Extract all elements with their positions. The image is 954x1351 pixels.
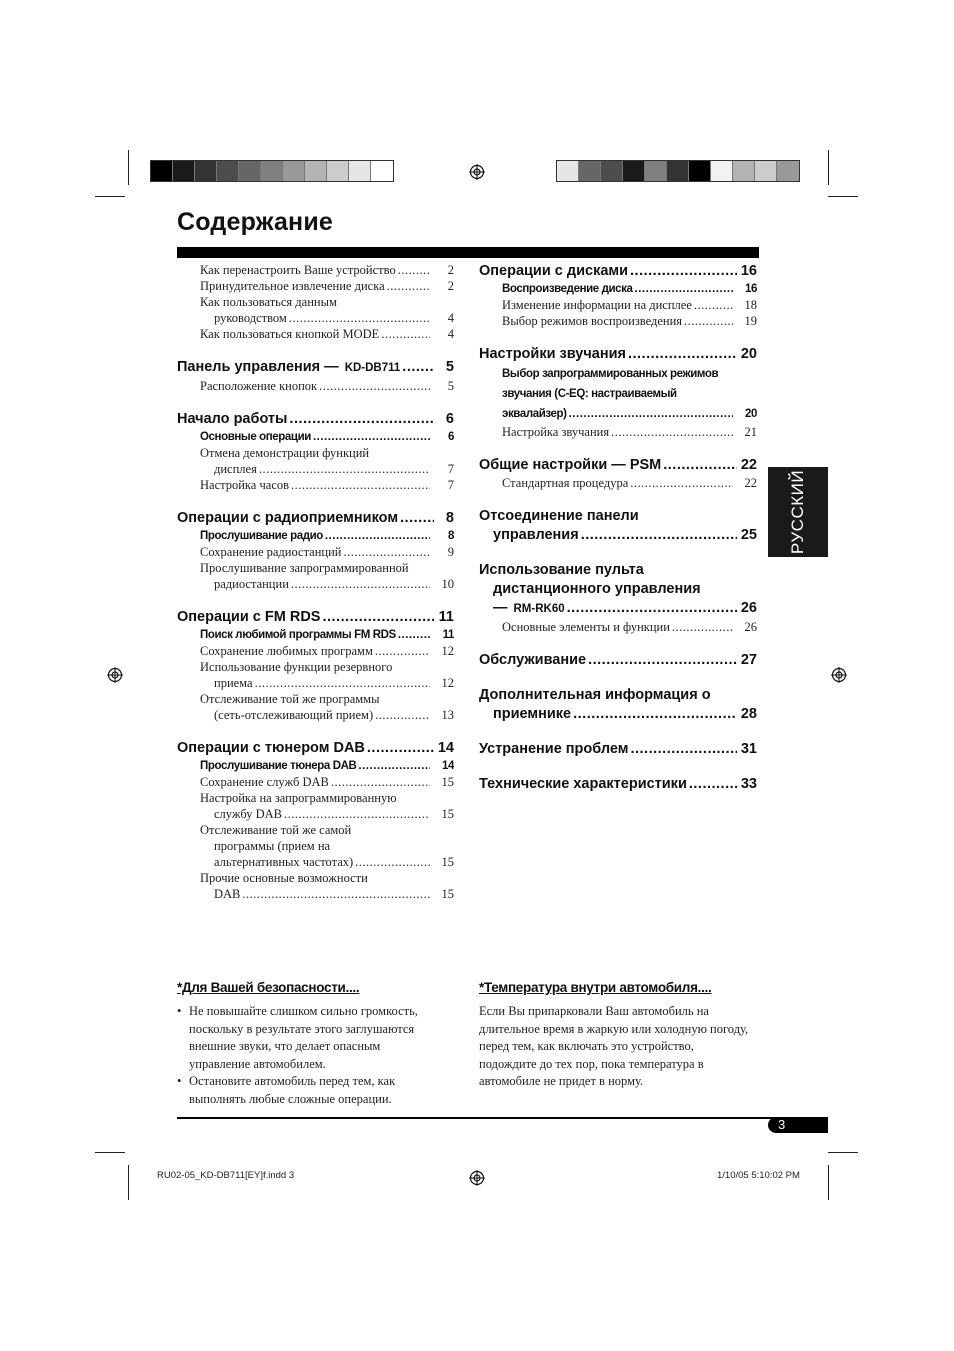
- toc-leader-dots: [672, 619, 733, 635]
- color-swatch: [689, 161, 711, 181]
- crop-mark: [828, 1165, 829, 1200]
- toc-page-number: 8: [445, 510, 454, 526]
- toc-leader-dots: [344, 544, 431, 560]
- toc-gap: [177, 493, 454, 509]
- toc-entry: [177, 758, 454, 774]
- toc-section: [177, 358, 454, 378]
- toc-entry-title: приема: [214, 676, 253, 690]
- toc-entry: [177, 445, 454, 461]
- toc-page-number: 5: [445, 359, 454, 375]
- file-slug: RU02-05_KD-DB711[EY]f.indd 3: [157, 1170, 295, 1181]
- toc-page-number: 12: [441, 644, 454, 658]
- toc-page-number: 10: [441, 577, 454, 591]
- toc-entry-title: Обслуживание: [479, 652, 587, 668]
- toc-entry: [177, 461, 454, 477]
- toc-leader-dots: [289, 410, 434, 429]
- toc-entry-title: Общие настройки — PSM: [479, 457, 662, 473]
- toc-page-number: 18: [744, 298, 757, 312]
- toc-page-number: 9: [447, 545, 454, 559]
- toc-leader-dots: [375, 707, 430, 723]
- toc-leader-dots: [259, 461, 430, 477]
- toc-section: [479, 456, 757, 475]
- toc-entry: [177, 278, 454, 294]
- color-swatch: [151, 161, 173, 181]
- toc-entry-title: Использование пульта: [479, 562, 644, 578]
- toc-entry-title: альтернативных частотах): [214, 855, 354, 869]
- title-rule: [177, 247, 759, 258]
- toc-page-number: 27: [740, 652, 757, 668]
- language-tab-label: РУССКИЙ: [788, 469, 807, 555]
- color-swatch: [261, 161, 283, 181]
- toc-entry-title: Панель управления —: [177, 359, 339, 375]
- crop-mark: [128, 150, 129, 185]
- toc-leader-dots: [381, 326, 430, 342]
- color-swatch: [195, 161, 217, 181]
- toc-leader-dots: [400, 509, 434, 528]
- toc-page-number: 26: [744, 620, 757, 634]
- crop-mark: [128, 1165, 129, 1200]
- toc-leader-dots: [398, 627, 430, 643]
- toc-leader-dots: [581, 526, 737, 545]
- toc-entry-title: программы (прием на: [214, 839, 331, 853]
- toc-entry-title: приемнике: [493, 706, 572, 722]
- toc-entry-title: Как пользоваться данным: [200, 295, 337, 309]
- color-swatch: [601, 161, 623, 181]
- toc-entry: [479, 384, 757, 404]
- color-swatch: [579, 161, 601, 181]
- safety-bullet: • Остановите автомобиль перед тем, как выполнять любые сложные операции.: [177, 1073, 442, 1108]
- toc-entry: [177, 886, 454, 902]
- toc-entry: [177, 544, 454, 560]
- toc-entry-title: эквалайзер): [502, 408, 567, 420]
- toc-entry-title: Как перенастроить Ваше устройство: [200, 263, 396, 277]
- color-swatch: [239, 161, 261, 181]
- toc-entry: [177, 429, 454, 445]
- footer-rule: [177, 1117, 827, 1119]
- toc-gap: [479, 670, 757, 686]
- toc-leader-dots: [635, 281, 734, 297]
- toc-section: [479, 686, 757, 705]
- toc-leader-dots: [398, 262, 430, 278]
- toc-entry: [479, 424, 757, 440]
- temperature-heading: *Температура внутри автомобиля....: [479, 980, 712, 995]
- toc-entry: [177, 477, 454, 493]
- toc-leader-dots: [387, 278, 430, 294]
- toc-page-number: 28: [740, 706, 757, 722]
- toc-leader-dots: [331, 774, 430, 790]
- toc-entry-title: (сеть-отслеживающий прием): [214, 708, 374, 722]
- toc-leader-dots: [289, 310, 430, 326]
- color-swatch: [557, 161, 579, 181]
- color-swatch: [755, 161, 777, 181]
- color-swatch: [623, 161, 645, 181]
- crop-mark: [95, 1152, 125, 1153]
- color-swatch: [283, 161, 305, 181]
- toc-entry: [177, 691, 454, 707]
- toc-entry-title: дисплея: [214, 462, 257, 476]
- toc-entry-title: Основные элементы и функции: [502, 620, 670, 634]
- toc-entry-title: Как пользоваться кнопкой MODE: [200, 327, 380, 341]
- toc-entry: [177, 310, 454, 326]
- toc-leader-dots: [325, 528, 430, 544]
- toc-section: [479, 561, 757, 580]
- toc-leader-dots: [291, 576, 430, 592]
- toc-entry: [479, 364, 757, 384]
- toc-section: [479, 651, 757, 670]
- toc-model-label: KD-DB711: [344, 362, 401, 374]
- toc-page-number: 2: [447, 279, 454, 293]
- toc-leader-dots: [402, 358, 434, 377]
- toc-entry: [479, 281, 757, 297]
- toc-leader-dots: [322, 608, 434, 627]
- toc-section: [177, 509, 454, 528]
- toc-gap: [479, 724, 757, 740]
- toc-page-number: 19: [744, 314, 757, 328]
- page-title: Содержание: [177, 208, 334, 236]
- toc-section: [479, 740, 757, 759]
- toc-page-number: 31: [740, 741, 757, 757]
- toc-entry-title: Принудительное извлечение диска: [200, 279, 385, 293]
- toc-page-number: 11: [438, 609, 454, 625]
- toc-entry-title: Поиск любимой программы FM RDS: [200, 629, 396, 641]
- toc-entry-title: Начало работы: [177, 411, 288, 427]
- color-swatch: [733, 161, 755, 181]
- toc-section: [177, 410, 454, 429]
- toc-section: [177, 608, 454, 627]
- toc-entry-title: Настройка звучания: [502, 425, 610, 439]
- crop-mark: [828, 196, 858, 197]
- toc-entry-title: Прослушивание запрограммированной: [200, 561, 409, 575]
- toc-entry-title: Выбор запрограммированных режимов: [502, 368, 719, 380]
- toc-entry: [479, 619, 757, 635]
- toc-entry: [177, 294, 454, 310]
- toc-entry: [177, 806, 454, 822]
- toc-entry-title: Прослушивание радио: [200, 530, 323, 542]
- color-swatch: [349, 161, 371, 181]
- toc-entry-title: Основные операции: [200, 431, 311, 443]
- registration-mark-icon: [107, 667, 123, 683]
- crop-mark: [95, 196, 125, 197]
- toc-entry-title: Сохранение служб DAB: [200, 775, 329, 789]
- toc-entry-title: Операции с радиоприемником: [177, 510, 399, 526]
- toc-gap: [177, 394, 454, 410]
- toc-page-number: 22: [744, 476, 757, 490]
- toc-entry: [177, 838, 454, 854]
- toc-entry-title: Устранение проблем: [479, 741, 629, 757]
- toc-entry-title: Отслеживание той же программы: [200, 692, 380, 706]
- toc-gap: [177, 592, 454, 608]
- toc-page-number: 15: [441, 807, 454, 821]
- toc-page-number: 15: [441, 775, 454, 789]
- toc-entry: [177, 627, 454, 643]
- toc-page-number: 6: [448, 431, 454, 443]
- toc-leader-dots: [355, 854, 430, 870]
- toc-section: [479, 580, 757, 599]
- page-number-badge: [768, 1117, 828, 1133]
- toc-entry-title: Отмена демонстрации функций: [200, 446, 370, 460]
- toc-entry: [177, 870, 454, 886]
- toc-section: [479, 345, 757, 364]
- toc-leader-dots: [375, 643, 430, 659]
- toc-leader-dots: [319, 378, 430, 394]
- language-tab: [768, 467, 828, 557]
- toc-page-number: 11: [442, 629, 454, 641]
- toc-entry-title: радиостанции: [214, 577, 289, 591]
- safety-notes: [177, 1003, 442, 1108]
- toc-page-number: 4: [447, 311, 454, 325]
- color-swatch: [327, 161, 349, 181]
- toc-page-number: 13: [441, 708, 454, 722]
- toc-entry-title: дистанционного управления: [493, 581, 701, 597]
- toc-entry-title: Отсоединение панели: [479, 508, 639, 524]
- toc-page-number: 15: [441, 887, 454, 901]
- toc-leader-dots: [630, 475, 733, 491]
- toc-entry-title: DAB: [214, 887, 241, 901]
- toc-entry: [177, 707, 454, 723]
- toc-entry: [177, 790, 454, 806]
- toc-entry-title: Операции с дисками: [479, 263, 629, 279]
- toc-section: [479, 507, 757, 526]
- toc-page-number: 14: [442, 760, 454, 772]
- color-bar-right: [556, 160, 800, 182]
- toc-gap: [479, 440, 757, 456]
- toc-leader-dots: [630, 262, 737, 281]
- toc-page-number: 26: [740, 600, 757, 616]
- toc-entry: [177, 262, 454, 278]
- toc-entry-title: Операции с тюнером DAB: [177, 740, 365, 756]
- registration-mark-icon: [831, 667, 847, 683]
- toc-entry-title: Отслеживание той же самой: [200, 823, 352, 837]
- toc-page-number: 25: [740, 527, 757, 543]
- toc-page-number: 12: [441, 676, 454, 690]
- toc-page-number: 16: [740, 263, 757, 279]
- toc-entry-title: службу DAB: [214, 807, 282, 821]
- toc-entry: [177, 675, 454, 691]
- toc-column-left: [177, 262, 454, 902]
- color-bar-left: [150, 160, 394, 182]
- toc-page-number: 16: [745, 283, 757, 295]
- toc-entry: [177, 560, 454, 576]
- safety-heading: *Для Вашей безопасности....: [177, 980, 360, 995]
- toc-page-number: 33: [740, 776, 757, 792]
- toc-entry-title: —: [493, 600, 508, 616]
- registration-mark-icon: [469, 164, 485, 180]
- toc-section: [479, 262, 757, 281]
- toc-leader-dots: [630, 740, 737, 759]
- color-swatch: [217, 161, 239, 181]
- toc-entry-title: Настройка часов: [200, 478, 290, 492]
- toc-entry-title: Технические характеристики: [479, 776, 687, 792]
- toc-entry-title: Выбор режимов воспроизведения: [502, 314, 683, 328]
- toc-gap: [479, 635, 757, 651]
- temperature-text: Если Вы припарковали Ваш автомобиль на длительное время в жаркую или холодную погоду, перед тем, как включать это устройство, подождите до тех пор, пока температура в автомобиле не придет в норму.: [479, 1004, 749, 1088]
- toc-entry-title: звучания (C-EQ: настраиваемый: [502, 388, 677, 400]
- color-swatch: [711, 161, 733, 181]
- toc-entry-title: Настройка на запрограммированную: [200, 791, 397, 805]
- toc-leader-dots: [588, 651, 737, 670]
- toc-entry: [177, 774, 454, 790]
- toc-entry-title: Расположение кнопок: [200, 379, 318, 393]
- toc-leader-dots: [684, 313, 733, 329]
- toc-entry: [177, 576, 454, 592]
- toc-gap: [177, 723, 454, 739]
- toc-entry-title: Изменение информации на дисплее: [502, 298, 692, 312]
- toc-leader-dots: [291, 477, 430, 493]
- toc-page-number: 21: [744, 425, 757, 439]
- toc-section: [479, 599, 757, 619]
- toc-gap: [479, 491, 757, 507]
- toc-page-number: 8: [448, 530, 454, 542]
- toc-entry-title: Дополнительная информация о: [479, 687, 711, 703]
- toc-column-right: [479, 262, 757, 794]
- crop-mark: [828, 1152, 858, 1153]
- toc-entry-title: Прочие основные возможности: [200, 871, 368, 885]
- toc-entry: [177, 822, 454, 838]
- toc-gap: [177, 342, 454, 358]
- toc-entry: [479, 297, 757, 313]
- toc-model-label: RM-RK60: [513, 603, 565, 615]
- toc-entry-title: Воспроизведение диска: [502, 283, 633, 295]
- toc-leader-dots: [628, 345, 737, 364]
- toc-leader-dots: [367, 739, 434, 758]
- color-swatch: [777, 161, 799, 181]
- toc-page-number: 15: [441, 855, 454, 869]
- print-timestamp: 1/10/05 5:10:02 PM: [717, 1170, 800, 1181]
- toc-page-number: 4: [447, 327, 454, 341]
- toc-entry: [177, 659, 454, 675]
- toc-entry: [177, 326, 454, 342]
- toc-entry-title: руководством: [214, 311, 287, 325]
- toc-section: [479, 526, 757, 545]
- crop-mark: [828, 150, 829, 185]
- toc-entry-title: Сохранение любимых программ: [200, 644, 373, 658]
- toc-section: [479, 775, 757, 794]
- toc-page-number: 6: [445, 411, 454, 427]
- toc-gap: [479, 759, 757, 775]
- toc-leader-dots: [313, 429, 430, 445]
- toc-entry: [177, 378, 454, 394]
- toc-gap: [479, 545, 757, 561]
- toc-gap: [479, 329, 757, 345]
- toc-entry-title: Стандартная процедура: [502, 476, 629, 490]
- toc-entry-title: Сохранение радиостанций: [200, 545, 342, 559]
- toc-entry-title: Использование функции резервного: [200, 660, 393, 674]
- toc-entry: [177, 643, 454, 659]
- page-number: 3: [778, 1117, 786, 1132]
- toc-entry: [177, 854, 454, 870]
- toc-leader-dots: [242, 886, 430, 902]
- toc-leader-dots: [284, 806, 430, 822]
- toc-entry: [479, 404, 757, 424]
- toc-leader-dots: [663, 456, 737, 475]
- toc-page-number: 7: [447, 478, 454, 492]
- toc-leader-dots: [611, 424, 733, 440]
- toc-leader-dots: [255, 675, 430, 691]
- toc-entry-title: управления: [493, 527, 579, 543]
- registration-mark-icon: [469, 1170, 485, 1186]
- color-swatch: [371, 161, 393, 181]
- toc-leader-dots: [573, 705, 737, 724]
- toc-page-number: 14: [437, 740, 454, 756]
- toc-page-number: 20: [740, 346, 757, 362]
- toc-entry: [177, 528, 454, 544]
- toc-page-number: 5: [447, 379, 454, 393]
- toc-entry-title: Операции с FM RDS: [177, 609, 321, 625]
- toc-leader-dots: [569, 404, 733, 424]
- toc-page-number: 22: [740, 457, 757, 473]
- color-swatch: [305, 161, 327, 181]
- color-swatch: [173, 161, 195, 181]
- toc-entry-title: Настройки звучания: [479, 346, 626, 362]
- toc-entry: [479, 313, 757, 329]
- toc-leader-dots: [694, 297, 733, 313]
- toc-entry: [479, 475, 757, 491]
- toc-entry-title: Прослушивание тюнера DAB: [200, 760, 357, 772]
- toc-page-number: 7: [447, 462, 454, 476]
- toc-page-number: 2: [447, 263, 454, 277]
- safety-bullet: • Не повышайте слишком сильно громкость, поскольку в результате этого заглушаются внешние звуки, что делает опасным управление автомобилем.: [177, 1003, 442, 1073]
- toc-section: [479, 705, 757, 724]
- toc-page-number: 20: [745, 408, 757, 420]
- color-swatch: [645, 161, 667, 181]
- toc-leader-dots: [358, 758, 430, 774]
- toc-section: [177, 739, 454, 758]
- toc-leader-dots: [689, 775, 737, 794]
- toc-leader-dots: [567, 599, 737, 618]
- color-swatch: [667, 161, 689, 181]
